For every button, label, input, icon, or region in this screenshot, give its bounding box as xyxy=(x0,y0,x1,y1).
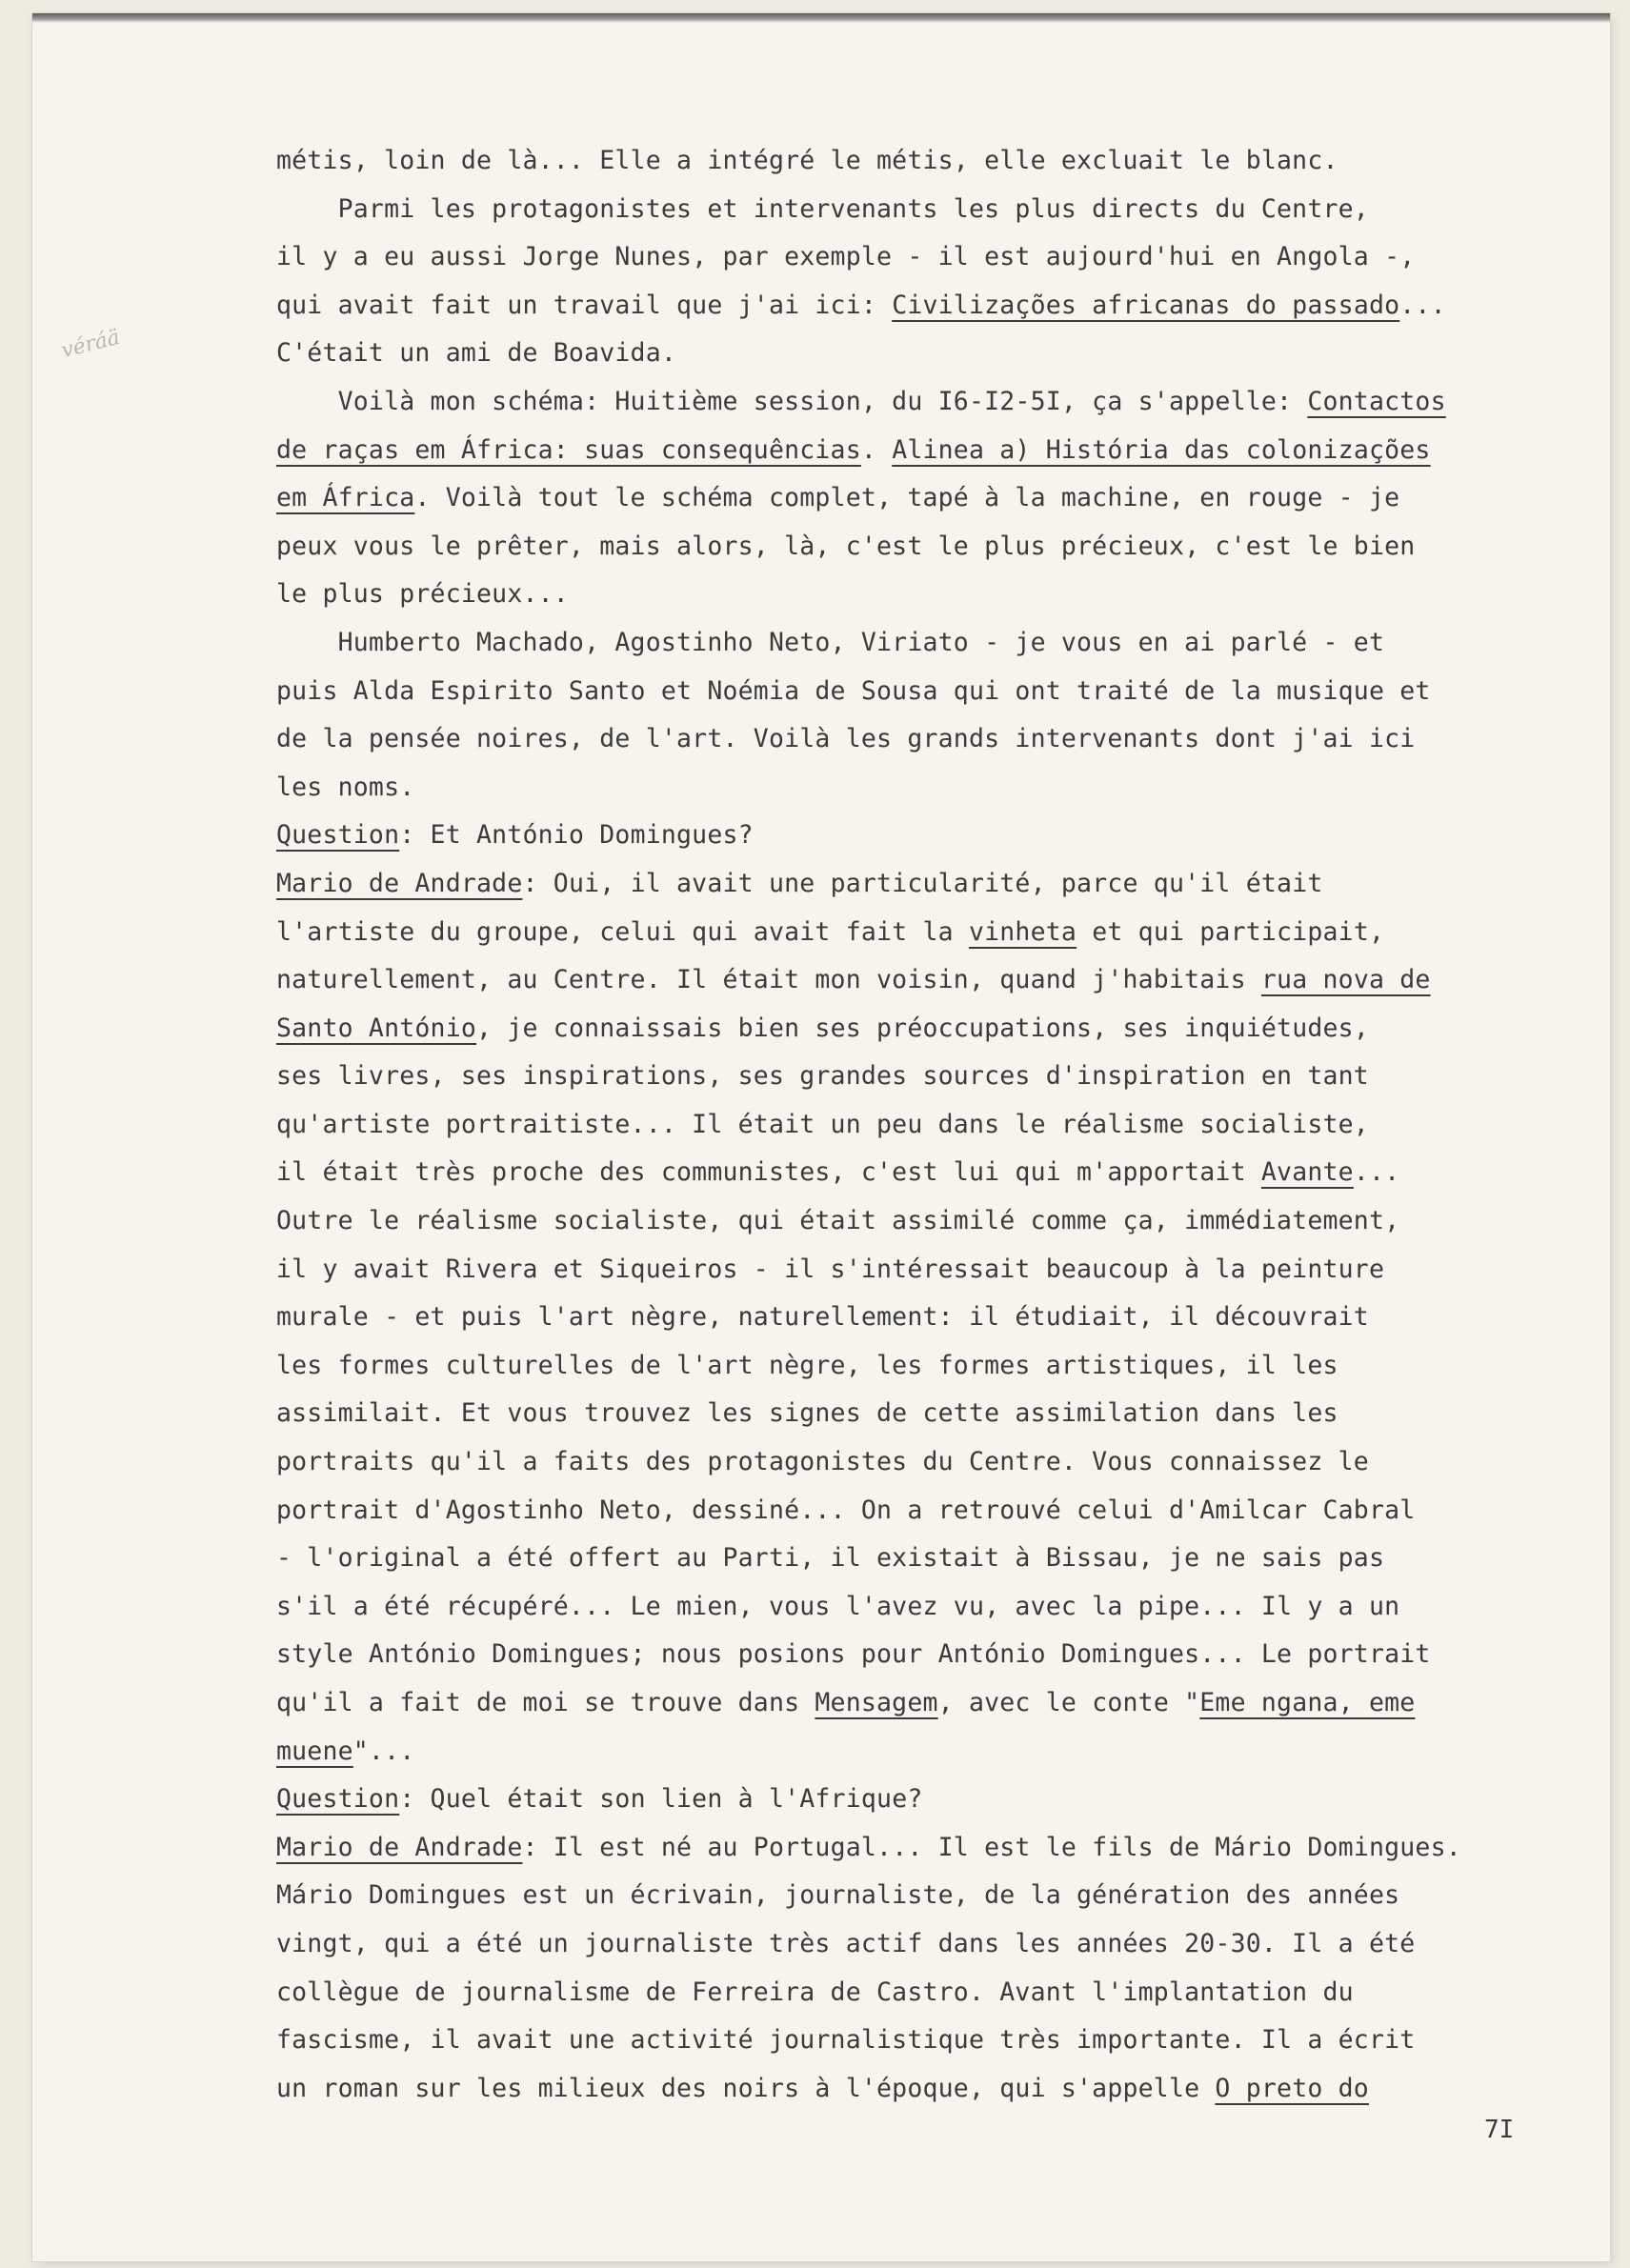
text-run: , avec le conte " xyxy=(937,1688,1200,1717)
text-run: il était très proche des communistes, c'est lui qui m'apportait xyxy=(276,1157,1261,1188)
text-run: C'était un ami de Boavida. xyxy=(276,338,677,369)
text-run: Voilà mon schéma: Huitième session, du I6-I2-5I, ça s'appelle: xyxy=(276,386,1308,416)
text-line xyxy=(276,1728,1610,1776)
text-run: l'artiste du groupe, celui qui avait fait la xyxy=(276,916,969,947)
text-line xyxy=(276,619,1610,668)
text-line xyxy=(276,282,1610,331)
underlined-text: Question xyxy=(276,820,400,851)
text-run: - l'original a été offert au Parti, il existait à Bissau, je ne sais pas xyxy=(276,1543,1385,1574)
text-line xyxy=(276,378,1610,427)
underlined-text: em África xyxy=(276,483,415,513)
text-line xyxy=(276,1390,1610,1438)
text-run: Outre le réalisme socialiste, qui était assimilé comme ça, immédiatement, xyxy=(276,1206,1400,1236)
text-line xyxy=(276,1149,1610,1197)
text-line xyxy=(276,956,1610,1005)
underlined-text: Civilizações africanas do passado xyxy=(892,290,1400,320)
margin-pencil-note: véráä xyxy=(58,325,123,364)
text-line xyxy=(276,474,1610,523)
text-line xyxy=(276,1776,1610,1824)
text-line xyxy=(276,1197,1610,1246)
text-line xyxy=(276,137,1610,186)
text-run: style António Domingues; nous posions pour António Domingues... Le portrait xyxy=(276,1639,1431,1670)
text-run: : Quel était son lien à l'Afrique? xyxy=(399,1784,923,1815)
text-line xyxy=(276,2065,1610,2114)
page-top-edge xyxy=(32,13,1610,23)
text-line xyxy=(276,668,1610,716)
text-run: : Il est né au Portugal... Il est le fils de Mário Domingues. xyxy=(522,1832,1461,1862)
text-run: ses livres, ses inspirations, ses grandes sources d'inspiration en tant xyxy=(276,1061,1369,1092)
text-line xyxy=(276,1438,1610,1487)
underlined-text: de raças em África: suas consequências xyxy=(276,434,861,465)
text-line xyxy=(276,1583,1610,1632)
underlined-text: Contactos xyxy=(1307,386,1446,416)
text-run: murale - et puis l'art nègre, naturellement: il étudiait, il découvrait xyxy=(276,1302,1369,1333)
text-line xyxy=(276,1053,1610,1101)
text-run: portrait d'Agostinho Neto, dessiné... On a retrouvé celui d'Amilcar Cabral xyxy=(276,1495,1416,1525)
text-run: vingt, qui a été un journaliste très actif dans les années 20-30. Il a été xyxy=(276,1928,1416,1958)
text-run: : Oui, il avait une particularité, parce qu'il était xyxy=(522,868,1323,898)
text-line xyxy=(276,1920,1610,1969)
text-run: s'il a été récupéré... Le mien, vous l'avez vu, avec la pipe... Il y a un xyxy=(276,1591,1400,1621)
underlined-text: Question xyxy=(276,1784,400,1815)
body-text xyxy=(276,137,1610,2113)
text-run: naturellement, au Centre. Il était mon voisin, quand j'habitais xyxy=(276,965,1261,995)
text-line xyxy=(276,523,1610,572)
text-run: les noms. xyxy=(276,772,415,802)
text-line xyxy=(276,2017,1610,2065)
text-line xyxy=(276,1246,1610,1295)
text-line xyxy=(276,186,1610,234)
text-run: . Voilà tout le schéma complet, tapé à la machine, en rouge - je xyxy=(414,483,1400,513)
text-run: ... xyxy=(1353,1157,1400,1188)
text-run: peux vous le prêter, mais alors, là, c'est le plus précieux, c'est le bien xyxy=(276,531,1416,561)
underlined-text: Mario de Andrade xyxy=(276,868,523,898)
text-line xyxy=(276,1872,1610,1920)
text-run: et qui participait, xyxy=(1077,916,1385,947)
underlined-text: Alinea a) História das colonizações xyxy=(892,434,1431,465)
text-line xyxy=(276,1101,1610,1150)
text-run: collègue de journalisme de Ferreira de Castro. Avant l'implantation du xyxy=(276,1977,1354,2007)
text-line xyxy=(276,1969,1610,2017)
text-run: Humberto Machado, Agostinho Neto, Viriato - je vous en ai parlé - et xyxy=(276,627,1385,657)
text-run: puis Alda Espirito Santo et Noémia de Sousa qui ont traité de la musique et xyxy=(276,675,1431,706)
text-line xyxy=(276,330,1610,378)
text-line xyxy=(276,909,1610,957)
underlined-text: muene xyxy=(276,1736,353,1766)
text-line xyxy=(276,812,1610,860)
text-run: ... xyxy=(1399,290,1446,320)
text-line xyxy=(276,1631,1610,1679)
text-run: portraits qu'il a faits des protagonistes du Centre. Vous connaissez le xyxy=(276,1447,1369,1477)
page-number: 7I xyxy=(1484,2116,1515,2144)
text-run: Mário Domingues est un écrivain, journaliste, de la génération des années xyxy=(276,1880,1400,1911)
text-run: "... xyxy=(352,1736,415,1766)
text-run: qu'artiste portraitiste... Il était un peu dans le réalisme socialiste, xyxy=(276,1109,1369,1139)
underlined-text: Eme ngana, eme xyxy=(1199,1688,1416,1717)
text-line xyxy=(276,233,1610,282)
typewritten-page xyxy=(32,13,1610,2261)
text-line xyxy=(276,764,1610,813)
text-run: métis, loin de là... Elle a intégré le métis, elle excluait le blanc. xyxy=(276,146,1338,175)
underlined-text: Avante xyxy=(1260,1157,1354,1188)
text-run: de la pensée noires, de l'art. Voilà les grands intervenants dont j'ai ici xyxy=(276,724,1416,754)
text-line xyxy=(276,427,1610,475)
text-run: , je connaissais bien ses préoccupations, ses inquiétudes, xyxy=(476,1013,1369,1043)
underlined-text: O preto do xyxy=(1215,2073,1369,2103)
text-run: Parmi les protagonistes et intervenants les plus directs du Centre, xyxy=(276,193,1369,224)
text-run: il y avait Rivera et Siqueiros - il s'intéressait beaucoup à la peinture xyxy=(276,1254,1385,1284)
text-line xyxy=(276,1535,1610,1583)
text-line xyxy=(276,1294,1610,1342)
text-run: qu'il a fait de moi se trouve dans xyxy=(276,1688,815,1717)
text-line xyxy=(276,571,1610,619)
text-line xyxy=(276,1824,1610,1873)
text-line xyxy=(276,1342,1610,1391)
text-run: . xyxy=(860,434,893,465)
text-run: fascisme, il avait une activité journalistique très importante. Il a écrit xyxy=(276,2025,1416,2056)
underlined-text: vinheta xyxy=(968,916,1077,947)
text-line xyxy=(276,715,1610,764)
underlined-text: Mensagem xyxy=(815,1688,938,1717)
text-run: le plus précieux... xyxy=(276,579,569,610)
text-run: assimilait. Et vous trouvez les signes de cette assimilation dans les xyxy=(276,1398,1338,1429)
text-run: qui avait fait un travail que j'ai ici: xyxy=(276,290,893,320)
text-run: il y a eu aussi Jorge Nunes, par exemple - il est aujourd'hui en Angola -, xyxy=(276,242,1416,272)
underlined-text: rua nova de xyxy=(1260,965,1431,995)
text-run: un roman sur les milieux des noirs à l'époque, qui s'appelle xyxy=(276,2073,1216,2103)
text-run: : Et António Domingues? xyxy=(399,820,754,851)
underlined-text: Santo António xyxy=(276,1013,477,1043)
text-line xyxy=(276,1005,1610,1054)
text-line xyxy=(276,860,1610,909)
text-line xyxy=(276,1487,1610,1535)
text-line xyxy=(276,1679,1610,1728)
text-run: les formes culturelles de l'art nègre, les formes artistiques, il les xyxy=(276,1350,1338,1380)
underlined-text: Mario de Andrade xyxy=(276,1832,523,1862)
